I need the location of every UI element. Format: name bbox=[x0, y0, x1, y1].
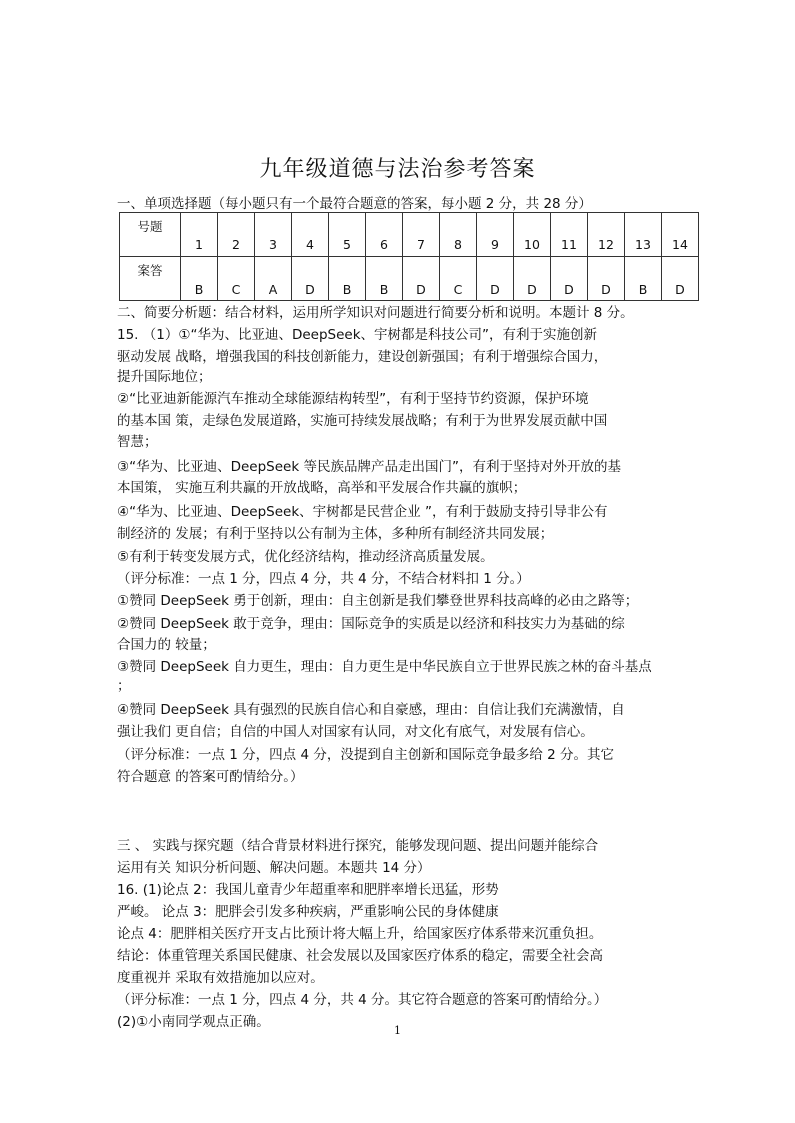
question-number: 12 bbox=[588, 213, 625, 257]
text-line: ②“比亚迪新能源汽车推动全球能源结构转型”，有利于坚持节约资源，保护环境 bbox=[117, 391, 589, 407]
text-line: ④“华为、比亚迪、DeepSeek、宇树都是民营企业 ”，有利于鼓励支持引导非公有 bbox=[117, 504, 608, 520]
text-line: ④赞同 DeepSeek 具有强烈的民族自信心和自豪感，理由：自信让我们充满激情，自 bbox=[117, 702, 625, 718]
answer-cell: B bbox=[329, 257, 366, 301]
question-number: 11 bbox=[551, 213, 588, 257]
question-number: 14 bbox=[662, 213, 699, 257]
question-number: 2 bbox=[218, 213, 255, 257]
question-number: 13 bbox=[625, 213, 662, 257]
text-line: 的基本国 策，走绿色发展道路，实施可持续发展战略；有利于为世界发展贡献中国 bbox=[117, 413, 608, 429]
text-line: ⑤有利于转变发展方式，优化经济结构，推动经济高质量发展。 bbox=[117, 549, 494, 565]
text-line: 度重视并 采取有效措施加以应对。 bbox=[117, 970, 324, 986]
answer-cell: C bbox=[218, 257, 255, 301]
page-number: 1 bbox=[394, 1024, 401, 1037]
question-number: 8 bbox=[440, 213, 477, 257]
text-line: ； bbox=[117, 678, 131, 694]
question-number: 5 bbox=[329, 213, 366, 257]
section1-heading: 一、单项选择题（每小题只有一个最符合题意的答案，每小题 2 分，共 28 分） bbox=[117, 196, 592, 212]
answer-cell: D bbox=[514, 257, 551, 301]
text-line: 运用有关 知识分析问题、解决问题。本题共 14 分） bbox=[117, 860, 431, 876]
answer-table-number-row bbox=[120, 213, 699, 257]
text-line: 本国策， 实施互利共赢的开放战略，高举和平发展合作共赢的旗帜； bbox=[117, 480, 527, 496]
page-title: 九年级道德与法治参考答案 bbox=[259, 157, 536, 182]
question-number: 4 bbox=[292, 213, 329, 257]
text-line: ①赞同 DeepSeek 勇于创新，理由：自主创新是我们攀登世界科技高峰的必由之路等； bbox=[117, 593, 639, 609]
answer-cell: D bbox=[551, 257, 588, 301]
answer-cell: D bbox=[477, 257, 514, 301]
scoring-note: （评分标准：一点 1 分，四点 4 分，共 4 分。其它符合题意的答案可酌情给分。） bbox=[117, 992, 608, 1008]
text-line: 制经济的 发展；有利于坚持以公有制为主体，多种所有制经济共同发展； bbox=[117, 526, 554, 542]
text-line: 合国力的 较量； bbox=[117, 637, 216, 653]
text-line: 论点 4：肥胖相关医疗开支占比预计将大幅上升，给国家医疗体系带来沉重负担。 bbox=[117, 926, 603, 942]
answer-cell: B bbox=[625, 257, 662, 301]
text-line: 提升国际地位； bbox=[117, 369, 212, 385]
question-number: 3 bbox=[255, 213, 292, 257]
text-line: 结论：体重管理关系国民健康、社会发展以及国家医疗体系的稳定，需要全社会高 bbox=[117, 948, 603, 964]
answer-cell: D bbox=[662, 257, 699, 301]
text-line: 驱动发展 战略，增强我国的科技创新能力，建设创新强国；有利于增强综合国力， bbox=[117, 349, 608, 365]
answer-table-answer-row bbox=[120, 257, 699, 301]
text-line: 强让我们 更自信；自信的中国人对国家有认同，对文化有底气，对发展有信心。 bbox=[117, 724, 594, 740]
answer-cell: D bbox=[403, 257, 440, 301]
row-header-answers: 案答 bbox=[120, 257, 181, 301]
answer-cell: A bbox=[255, 257, 292, 301]
row-header-numbers: 号题 bbox=[120, 213, 181, 257]
question-number: 10 bbox=[514, 213, 551, 257]
question-number: 6 bbox=[366, 213, 403, 257]
question-number: 9 bbox=[477, 213, 514, 257]
text-line: 15. （1）①“华为、比亚迪、DeepSeek、宇树都是科技公司”，有利于实施创新 bbox=[117, 327, 598, 343]
scoring-note: （评分标准：一点 1 分，四点 4 分，共 4 分，不结合材料扣 1 分。） bbox=[117, 571, 530, 587]
answer-cell: D bbox=[292, 257, 329, 301]
text-line: ③“华为、比亚迪、DeepSeek 等民族品牌产品走出国门”，有利于坚持对外开放的基 bbox=[117, 459, 621, 475]
answer-cell: B bbox=[366, 257, 403, 301]
text-line: 严峻。 论点 3：肥胖会引发多种疾病，严重影响公民的身体健康 bbox=[117, 904, 499, 920]
question-number: 7 bbox=[403, 213, 440, 257]
text-line: 智慧； bbox=[117, 434, 158, 450]
question-number: 1 bbox=[181, 213, 218, 257]
answer-cell: C bbox=[440, 257, 477, 301]
text-line: ③赞同 DeepSeek 自力更生，理由：自力更生是中华民族自立于世界民族之林的奋斗基点 bbox=[117, 659, 652, 675]
text-line: 16. (1)论点 2：我国儿童青少年超重率和肥胖率增长迅猛，形势 bbox=[117, 882, 499, 898]
text-line: 符合题意 的答案可酌情给分。） bbox=[117, 769, 304, 785]
scoring-note: （评分标准：一点 1 分，四点 4 分，没提到自主创新和国际竞争最多给 2 分。其它 bbox=[117, 747, 615, 763]
answer-cell: D bbox=[588, 257, 625, 301]
text-line: ②赞同 DeepSeek 敢于竞争，理由：国际竞争的实质是以经济和科技实力为基础的综 bbox=[117, 616, 625, 632]
answer-cell: B bbox=[181, 257, 218, 301]
section3-heading: 三 、 实践与探究题（结合背景材料进行探究，能够发现问题、提出问题并能综合 bbox=[117, 838, 599, 854]
text-line: (2)①小南同学观点正确。 bbox=[117, 1014, 270, 1030]
section2-heading: 二、简要分析题：结合材料，运用所学知识对问题进行简要分析和说明。本题计 8 分。 bbox=[117, 305, 634, 321]
answer-table bbox=[119, 212, 699, 301]
